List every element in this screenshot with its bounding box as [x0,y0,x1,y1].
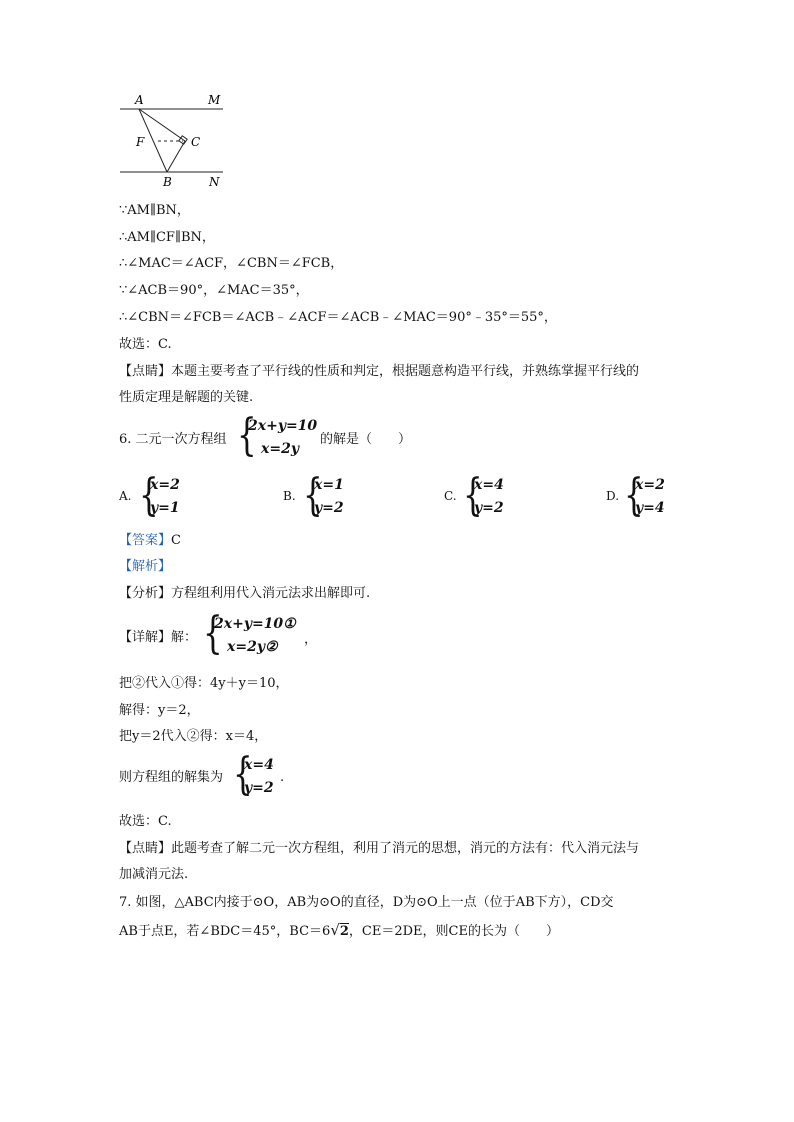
label-c: C [191,135,201,149]
q6-system-brace: { [237,410,257,461]
detail-tag: 【详解】 [119,630,172,645]
option-a-label: A. [119,489,132,503]
comment5-text-1: 本题主要考查了平行线的性质和判定，根据题意构造平行线，并熟练掌握平行线的 [171,364,640,379]
q6-comment-tag: 【点睛】 [119,841,172,856]
q6-comment-line-2: 加减消元法. [119,867,189,882]
option-c-brace: { [463,470,483,521]
q7-line-2b: ，CE＝2DE，则CE的长为（ ） [348,924,559,939]
option-a[interactable] [139,470,199,522]
option-a-brace: { [139,470,159,521]
option-b-brace: { [303,470,323,521]
option-c-label: C. [444,489,457,503]
answer-line [119,533,181,549]
fenxi-text: 方程组利用代入消元法求出解即可. [171,586,371,601]
q7-line-1: 7. 如图，△ABC内接于⊙O，AB为⊙O的直径，D为⊙O上一点（位于AB下方），CD交 [119,895,614,910]
label-n: N [209,175,220,189]
option-d-eq1: x=2 [635,477,665,493]
option-a-eq2: y=1 [150,500,180,516]
detail-system [203,608,313,660]
fenxi-line [119,586,370,602]
q6-comment-text-1: 此题考查了解二元一次方程组，利用了消元的思想，消元的方法有：代入消元法与 [171,841,640,856]
solution-step-4-suffix: . [280,770,285,785]
q6-stem-prefix: 6. 二元一次方程组 [119,432,227,447]
geometry-figure [115,90,235,190]
segment-bc [167,141,185,172]
fenxi-tag: 【分析】 [119,586,172,601]
option-b-eq1: x=1 [314,477,344,493]
proof-line-1: ∵AM∥BN， [119,203,190,218]
solution-step-5: 故选：C. [119,814,172,829]
solution-eq1: x=4 [244,757,274,773]
option-d-label: D. [606,489,620,503]
solution-step-3: 把y＝2代入②得：x＝4， [119,729,268,744]
proof-line-3: ∴∠MAC＝∠ACF，∠CBN＝∠FCB， [119,256,344,271]
proof-line-4: ∵∠ACB＝90°，∠MAC＝35°， [119,283,309,298]
label-a: A [135,93,144,107]
solution-step-4-prefix: 则方程组的解集为 [119,770,224,785]
q7-line-2 [119,922,559,940]
option-b-eq2: y=2 [314,500,344,516]
proof-line-5: ∴∠CBN＝∠FCB＝∠ACB﹣∠ACF＝∠ACB﹣∠MAC＝90°﹣35°＝55°， [119,310,557,325]
proof-line-6: 故选：C. [119,337,172,352]
detail-prefix-line [119,630,197,646]
label-f: F [136,135,145,149]
comment5-line-1 [119,364,639,380]
solution-system-brace: { [233,749,253,800]
q7-radicand: 2 [339,924,349,939]
option-d[interactable] [624,470,684,522]
option-c-eq1: x=4 [474,477,504,493]
q6-comment-line-1 [119,841,639,857]
q6-eq1: 2x+y=10 [248,418,318,434]
solution-step-1: 把②代入①得：4y＋y＝10， [119,676,289,691]
analysis-tag: 【解析】 [119,559,172,574]
detail-eq2: x=2y② [227,639,278,655]
q6-system [237,410,327,462]
proof-line-2: ∴AM∥CF∥BN， [119,230,215,245]
detail-system-brace: { [203,608,223,659]
option-a-eq1: x=2 [150,477,180,493]
q7-line-2a: AB于点E，若∠BDC＝45°，BC＝6 [119,924,331,939]
option-d-brace: { [624,470,644,521]
option-b-label: B. [283,489,296,503]
q6-eq2: x=2y [261,441,299,457]
option-c-eq2: y=2 [474,500,504,516]
option-c[interactable] [463,470,523,522]
q6-stem-suffix: 的解是（ ） [320,432,412,447]
answer-tag: 【答案】 [119,533,172,548]
sqrt-icon: √ [330,921,340,939]
solution-eq2: y=2 [244,780,274,796]
comment5-line-2: 性质定理是解题的关键. [119,390,254,405]
answer-value: C [171,533,181,548]
detail-prefix: 解： [171,630,198,645]
label-m: M [208,93,221,107]
option-d-eq2: y=4 [635,500,665,516]
solution-step-2: 解得：y＝2， [119,703,200,718]
detail-eq1: 2x+y=10① [214,616,296,632]
detail-suffix: ， [304,632,318,647]
option-b[interactable] [303,470,363,522]
label-b: B [163,175,172,189]
comment5-tag: 【点睛】 [119,364,172,379]
